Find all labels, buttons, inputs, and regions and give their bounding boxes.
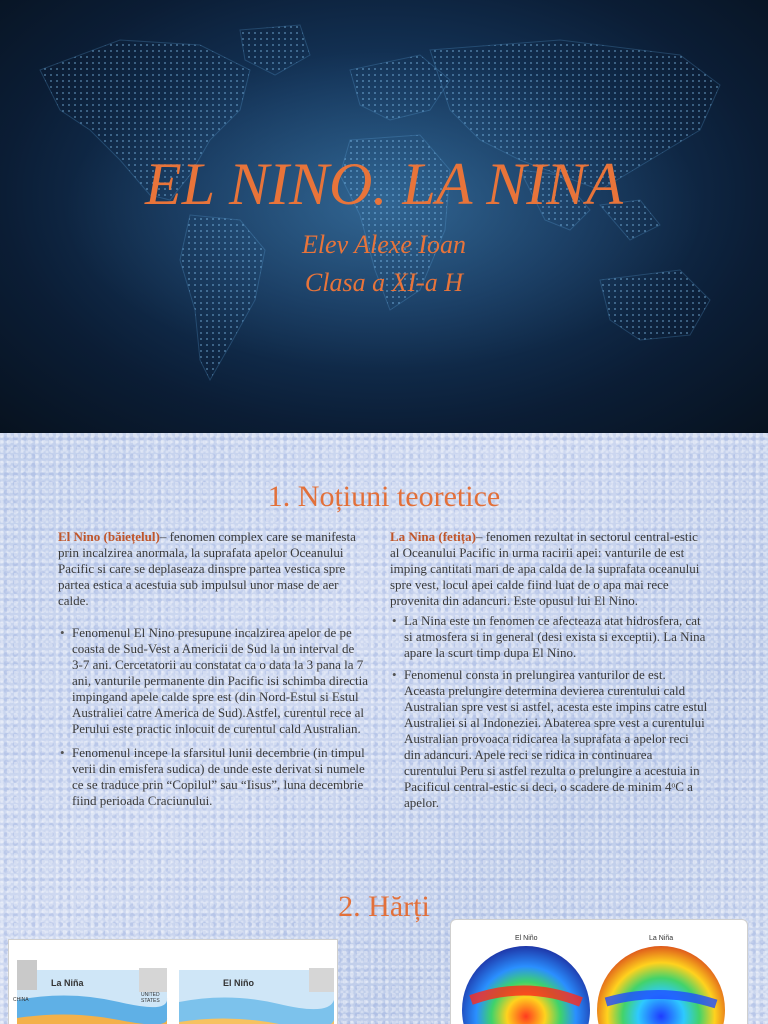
- sea-temperature-globes-drawing: [451, 920, 748, 1024]
- title-slide: [0, 0, 768, 433]
- la-nina-definition: [390, 529, 708, 609]
- list-item: • Fenomenul incepe la sfarsitul lunii decembrie (in timpul verii din emisfera sudica) de unde este derivat si numele ce se traduce prin “Copilul” sau “Iisus”, luna decembrie fiind perioada Craciunului.: [58, 745, 368, 809]
- section-heading-maps: 2. Hărți: [338, 890, 430, 923]
- list-item: • Fenomenul El Nino presupune incalzirea apelor de pe coasta de Sud-Vest a Americii de Sud la un interval de 3-7 ani. Cercetatorii au constatat ca o data la 3 pana la 7 ani, vanturile permanente din Pacific isi schimba directia impingand apele calde spre est (din Nord-Estul si Estul Australiei catre America de Sud).Astfel, curentul rece al Perului este practic inlocuit de curentul cald Australian.: [58, 625, 368, 737]
- map1-label-china: CHINA: [13, 997, 29, 1003]
- section-heading-theory: 1. Noțiuni teoretice: [267, 480, 501, 513]
- map2-label-el-nino: El Niño: [515, 935, 538, 942]
- map1-label-la-nina: La Niña: [51, 978, 84, 988]
- el-nino-definition: [58, 529, 368, 609]
- presentation-title: EL NINO. LA NINA: [145, 151, 623, 217]
- list-item: • Fenomenul consta in prelungirea vanturilor de est. Aceasta prelungire determina devierea curentului cald Australian spre vest si astfel, acesta este impins catre estul Australiei si al Indoneziei. Abaterea spre vest a curentului Australian provoaca ridicarea la suprafata a apelor reci din adancuri. Apele reci se ridica in continuarea curentului Peru si astfel rezulta o prelungire a acestuia in Pacificul central-estic si deci, o scadere de minim 4ᵒC a apelor.: [390, 667, 708, 811]
- sea-temperature-globes-image: [450, 919, 748, 1024]
- map1-label-us: UNITED STATES: [141, 992, 160, 1004]
- el-nino-bullets: [58, 625, 368, 809]
- la-nina-column: [390, 529, 708, 817]
- list-item: • La Nina este un fenomen ce afecteaza atat hidrosfera, cat si atmosfera si in general (desi exista si exceptii). La Nina apare la scurt timp dupa El Nino.: [390, 613, 708, 661]
- la-nina-definition-text: – fenomen rezultat in sectorul central-estic al Oceanului Pacific in urma racirii apei: vanturile de est imping cantitati mari de apa calda de la suprafata oceanului spre vest, locul apei calde fiind luat de o apa mai rece provenita din adancuri. Este opusul lui El Nino.: [390, 529, 700, 608]
- author-name: Elev Alexe Ioan: [301, 230, 467, 259]
- map1-label-el-nino: El Niño: [223, 978, 254, 988]
- ocean-currents-map-image: [8, 939, 338, 1024]
- la-nina-bullets: [390, 613, 708, 811]
- el-nino-term: El Nino (băiețelul): [58, 529, 160, 544]
- el-nino-column: [58, 529, 368, 817]
- la-nina-term: La Nina (fetița): [390, 529, 476, 544]
- theory-slide: [0, 433, 768, 1024]
- el-nino-definition-text: – fenomen complex care se manifesta prin incalzirea anormala, la suprafata apelor Oceanului Pacific si care se deplaseaza dinspre partea vestica spre partea estica a acestuia sub impulsul unor mase de aer calde.: [58, 529, 356, 608]
- class-name: Clasa a XI-a H: [304, 268, 464, 297]
- map2-label-la-nina: La Niña: [649, 935, 674, 942]
